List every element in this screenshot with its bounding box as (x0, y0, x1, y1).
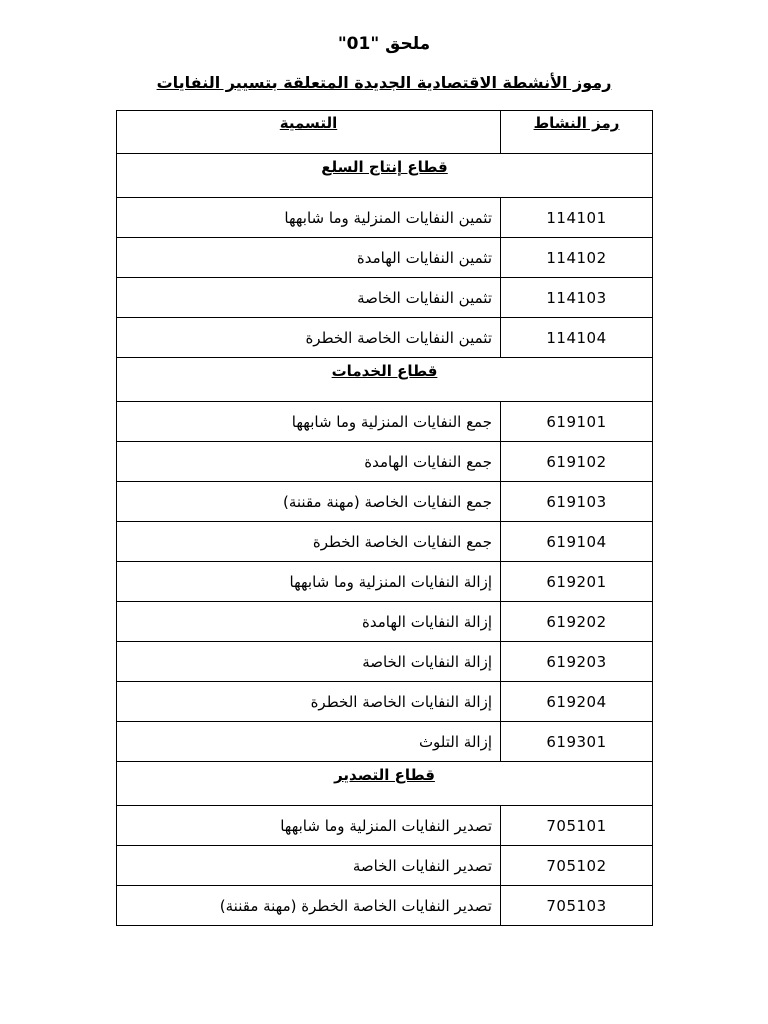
activity-name: جمع النفايات الهامدة (117, 442, 501, 482)
activity-name: إزالة التلوث (117, 722, 501, 762)
table-header-row (117, 111, 653, 154)
activity-name: إزالة النفايات الخاصة (117, 642, 501, 682)
activity-codes-table (116, 110, 653, 926)
sector-row (117, 154, 653, 198)
activity-name: تثمين النفايات الخاصة الخطرة (117, 318, 501, 358)
activity-code: 619103 (501, 482, 653, 522)
activity-code: 619101 (501, 402, 653, 442)
activity-code: 619102 (501, 442, 653, 482)
activity-code: 619203 (501, 642, 653, 682)
page-subtitle: رموز الأنشطة الاقتصادية الجديدة المتعلقة بتسيير النفايات (156, 73, 612, 92)
table-row (117, 278, 653, 318)
activity-name: تثمين النفايات الهامدة (117, 238, 501, 278)
activity-code: 114102 (501, 238, 653, 278)
header-code: رمز النشاط (501, 111, 653, 154)
activity-name: تصدير النفايات الخاصة (117, 846, 501, 886)
table-row (117, 722, 653, 762)
activity-code: 705101 (501, 806, 653, 846)
activity-name: جمع النفايات الخاصة الخطرة (117, 522, 501, 562)
activity-code: 619104 (501, 522, 653, 562)
sector-row (117, 762, 653, 806)
page-title: ملحق "01" (337, 34, 431, 54)
activity-code: 705102 (501, 846, 653, 886)
activity-name: تثمين النفايات المنزلية وما شابهها (117, 198, 501, 238)
table-row (117, 886, 653, 926)
activity-code: 619202 (501, 602, 653, 642)
activity-name: جمع النفايات المنزلية وما شابهها (117, 402, 501, 442)
activity-code: 114103 (501, 278, 653, 318)
table-row (117, 482, 653, 522)
sector-title: قطاع الخدمات (117, 358, 653, 402)
table-row (117, 642, 653, 682)
sector-title: قطاع إنتاج السلع (117, 154, 653, 198)
activity-code: 619204 (501, 682, 653, 722)
table-row (117, 562, 653, 602)
header-name: التسمية (117, 111, 501, 154)
sector-title: قطاع التصدير (117, 762, 653, 806)
activity-code: 619301 (501, 722, 653, 762)
activity-name: جمع النفايات الخاصة (مهنة مقننة) (117, 482, 501, 522)
activity-name: تصدير النفايات المنزلية وما شابهها (117, 806, 501, 846)
table-row (117, 238, 653, 278)
table-row (117, 198, 653, 238)
table-row (117, 402, 653, 442)
activity-name: تصدير النفايات الخاصة الخطرة (مهنة مقننة) (117, 886, 501, 926)
table-row (117, 318, 653, 358)
table-row (117, 522, 653, 562)
activity-code: 114104 (501, 318, 653, 358)
activity-code: 114101 (501, 198, 653, 238)
table-row (117, 846, 653, 886)
activity-name: إزالة النفايات الخاصة الخطرة (117, 682, 501, 722)
table-row (117, 602, 653, 642)
activity-code: 619201 (501, 562, 653, 602)
activity-name: إزالة النفايات الهامدة (117, 602, 501, 642)
table-row (117, 442, 653, 482)
activity-name: تثمين النفايات الخاصة (117, 278, 501, 318)
sector-row (117, 358, 653, 402)
table-row (117, 682, 653, 722)
activity-name: إزالة النفايات المنزلية وما شابهها (117, 562, 501, 602)
table-row (117, 806, 653, 846)
activity-code: 705103 (501, 886, 653, 926)
